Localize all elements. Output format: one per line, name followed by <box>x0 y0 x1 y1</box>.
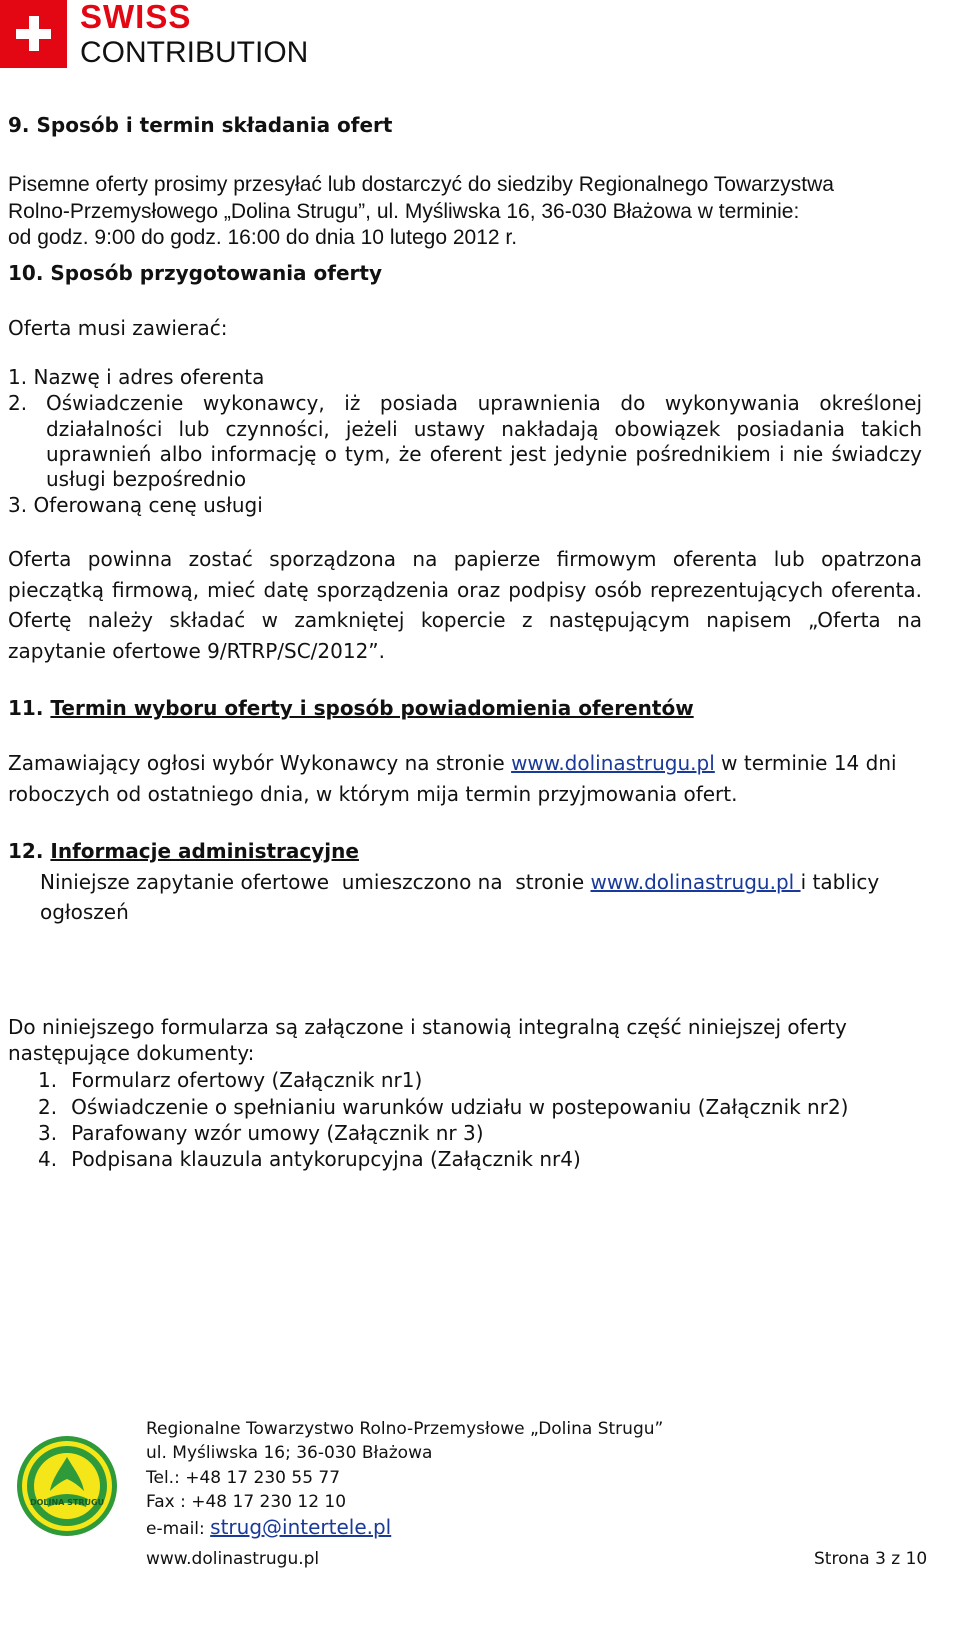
section-9-line-2: Rolno-Przemysłowego „Dolina Strugu”, ul. Myśliwska 16, 36-030 Błażowa w terminie: <box>8 200 800 223</box>
section-12-heading-number: 12. <box>8 839 44 863</box>
section-10-item-2-line-2: działalności lub czynności, jeżeli ustawy nakładają obowiązek posiadania takich <box>46 417 922 441</box>
section-10-item-1: 1. Nazwę i adres oferenta <box>8 365 265 389</box>
section-10-heading: 10. Sposób przygotowania oferty <box>8 261 382 285</box>
section-10-item-2-line-1: Oświadczenie wykonawcy, iż posiada uprawnienia do wykonywania określonej <box>46 391 922 415</box>
section-10-intro: Oferta musi zawierać: <box>8 316 228 340</box>
emblem-label: DOLINA STRUGU <box>29 1498 105 1507</box>
attachment-item-1 <box>38 1067 422 1093</box>
footer-website: www.dolinastrugu.pl <box>146 1549 320 1569</box>
attachment-item-number: 4. <box>38 1147 58 1171</box>
footer-email-line <box>146 1516 391 1540</box>
section-11-line-2: roboczych od ostatniego dnia, w którym mija termin przyjmowania ofert. <box>8 782 738 806</box>
dolina-strugu-emblem-icon <box>16 1435 118 1537</box>
section-12-line-1-before: Niniejsze zapytanie ofertowe umieszczono na stronie <box>40 870 591 894</box>
attachments-intro-line-2: następujące dokumenty: <box>8 1041 255 1065</box>
swiss-cross-logo-icon <box>0 0 67 68</box>
page-number: Strona 3 z 10 <box>814 1549 928 1569</box>
section-10-paragraph-line-1: Oferta powinna zostać sporządzona na papierze firmowym oferenta lub opatrzona <box>8 547 922 571</box>
section-12-line-1-after: i tablicy <box>800 870 880 894</box>
attachment-item-text: Formularz ofertowy (Załącznik nr1) <box>71 1068 423 1092</box>
attachments-intro-line-1: Do niniejszego formularza są załączone i stanowią integralną część niniejszej oferty <box>8 1015 847 1039</box>
section-11-line-1 <box>8 750 897 776</box>
attachment-item-2 <box>38 1094 849 1120</box>
attachment-item-4 <box>38 1146 581 1172</box>
attachment-item-number: 3. <box>38 1121 58 1145</box>
attachment-item-number: 1. <box>38 1068 58 1092</box>
logo-contribution-text: CONTRIBUTION <box>80 36 309 69</box>
attachment-item-text: Oświadczenie o spełnianiu warunków udziału w postepowaniu (Załącznik nr2) <box>71 1095 849 1119</box>
section-12-heading <box>8 838 359 864</box>
section-9-line-3: od godz. 9:00 do godz. 16:00 do dnia 10 lutego 2012 r. <box>8 226 518 249</box>
attachment-item-number: 2. <box>38 1095 58 1119</box>
section-10-item-2-line-3: uprawnień albo informację o tym, że oferent jest jedynie pośrednikiem i nie świadczy <box>46 442 922 466</box>
section-10-item-2-line-4: usługi bezpośrednio <box>46 467 247 491</box>
section-10-paragraph-line-2: pieczątką firmową, mieć datę sporządzenia oraz podpisy osób reprezentujących oferenta. <box>8 578 922 602</box>
footer-email-link[interactable]: strug@intertele.pl <box>210 1515 392 1539</box>
footer-address: ul. Myśliwska 16; 36-030 Błażowa <box>146 1443 433 1463</box>
attachment-item-text: Podpisana klauzula antykorupcyjna (Załącznik nr4) <box>71 1147 581 1171</box>
section-10-item-2-number: 2. <box>8 391 28 415</box>
footer-fax: Fax : +48 17 230 12 10 <box>146 1492 347 1512</box>
section-12-line-2: ogłoszeń <box>40 900 129 924</box>
section-11-heading <box>8 695 694 721</box>
section-12-heading-text: Informacje administracyjne <box>50 839 359 863</box>
section-11-line-1-before: Zamawiający ogłosi wybór Wykonawcy na stronie <box>8 751 512 775</box>
section-11-line-1-after: w terminie 14 dni <box>714 751 897 775</box>
section-10-paragraph-line-3: Ofertę należy składać w zamkniętej kopercie z następującym napisem „Oferta na <box>8 608 922 632</box>
section-9-heading: 9. Sposób i termin składania ofert <box>8 113 393 137</box>
attachment-item-3 <box>38 1120 484 1146</box>
section-12-line-1 <box>40 869 879 895</box>
section-9-line-1: Pisemne oferty prosimy przesyłać lub dostarczyć do siedziby Regionalnego Towarzystwa <box>8 173 834 196</box>
dolinastrugu-link-2[interactable]: www.dolinastrugu.pl <box>590 870 801 894</box>
logo-swiss-text: SWISS <box>80 0 192 35</box>
footer-telephone: Tel.: +48 17 230 55 77 <box>146 1468 341 1488</box>
attachment-item-text: Parafowany wzór umowy (Załącznik nr 3) <box>71 1121 484 1145</box>
section-11-heading-number: 11. <box>8 696 44 720</box>
section-10-item-3: 3. Oferowaną cenę usługi <box>8 493 263 517</box>
dolinastrugu-link[interactable]: www.dolinastrugu.pl <box>511 751 715 775</box>
footer-organization: Regionalne Towarzystwo Rolno-Przemysłowe „Dolina Strugu” <box>146 1419 664 1439</box>
section-11-heading-text: Termin wyboru oferty i sposób powiadomienia oferentów <box>50 696 694 720</box>
section-10-paragraph-line-4: zapytanie ofertowe 9/RTRP/SC/2012”. <box>8 639 386 663</box>
footer-email-label: e-mail: <box>146 1519 211 1539</box>
